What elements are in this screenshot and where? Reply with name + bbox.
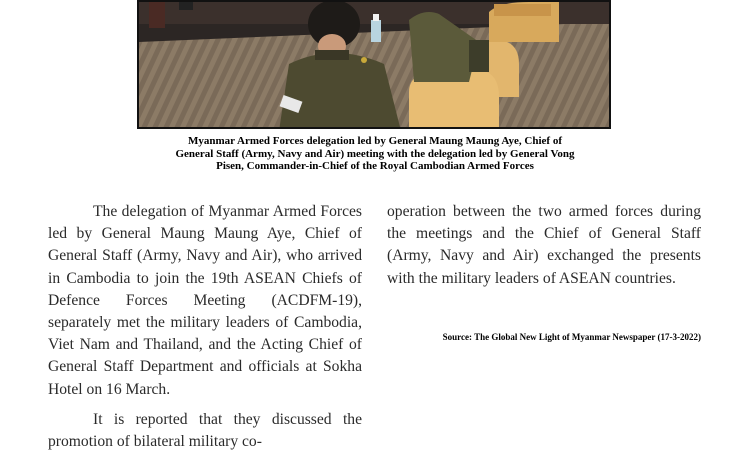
article-column-left [48,201,362,453]
article-paragraph-2-continued: operation between the two armed forces during the meetings and the Chief of General Staff (Army, Navy and Air) exchanged the presents with the military leaders of ASEAN countries. [387,203,701,287]
article-column-right [387,201,701,290]
source-credit: Source: The Global New Light of Myanmar Newspaper (17-3-2022) [442,332,701,342]
caption-line-3: Pisen, Commander-in-Chief of the Royal Cambodian Armed Forces [216,160,534,172]
meeting-photo [137,0,611,129]
article-paragraph-2: It is reported that they discussed the promotion of bilateral military co- [48,410,362,451]
caption-line-1: Myanmar Armed Forces delegation led by General Maung Maung Aye, Chief of [188,135,562,147]
caption-line-2: General Staff (Army, Navy and Air) meeting with the delegation led by General Vong [175,147,575,160]
meeting-photo-illustration [139,2,611,129]
article-paragraph-1: The delegation of Myanmar Armed Forces led by General Maung Maung Aye, Chief of General Staff (Army, Navy and Air), who arrived in Cambodia to join the 19th ASEAN Chiefs of Defence Forces Meeting (ACDFM-19), separately met the military leaders of Cambodia, Viet Nam and Thailand, and the Acting Chief of General Staff Department and officials at Sokha Hotel on 16 March. [48,203,362,398]
photo-caption [120,135,630,173]
